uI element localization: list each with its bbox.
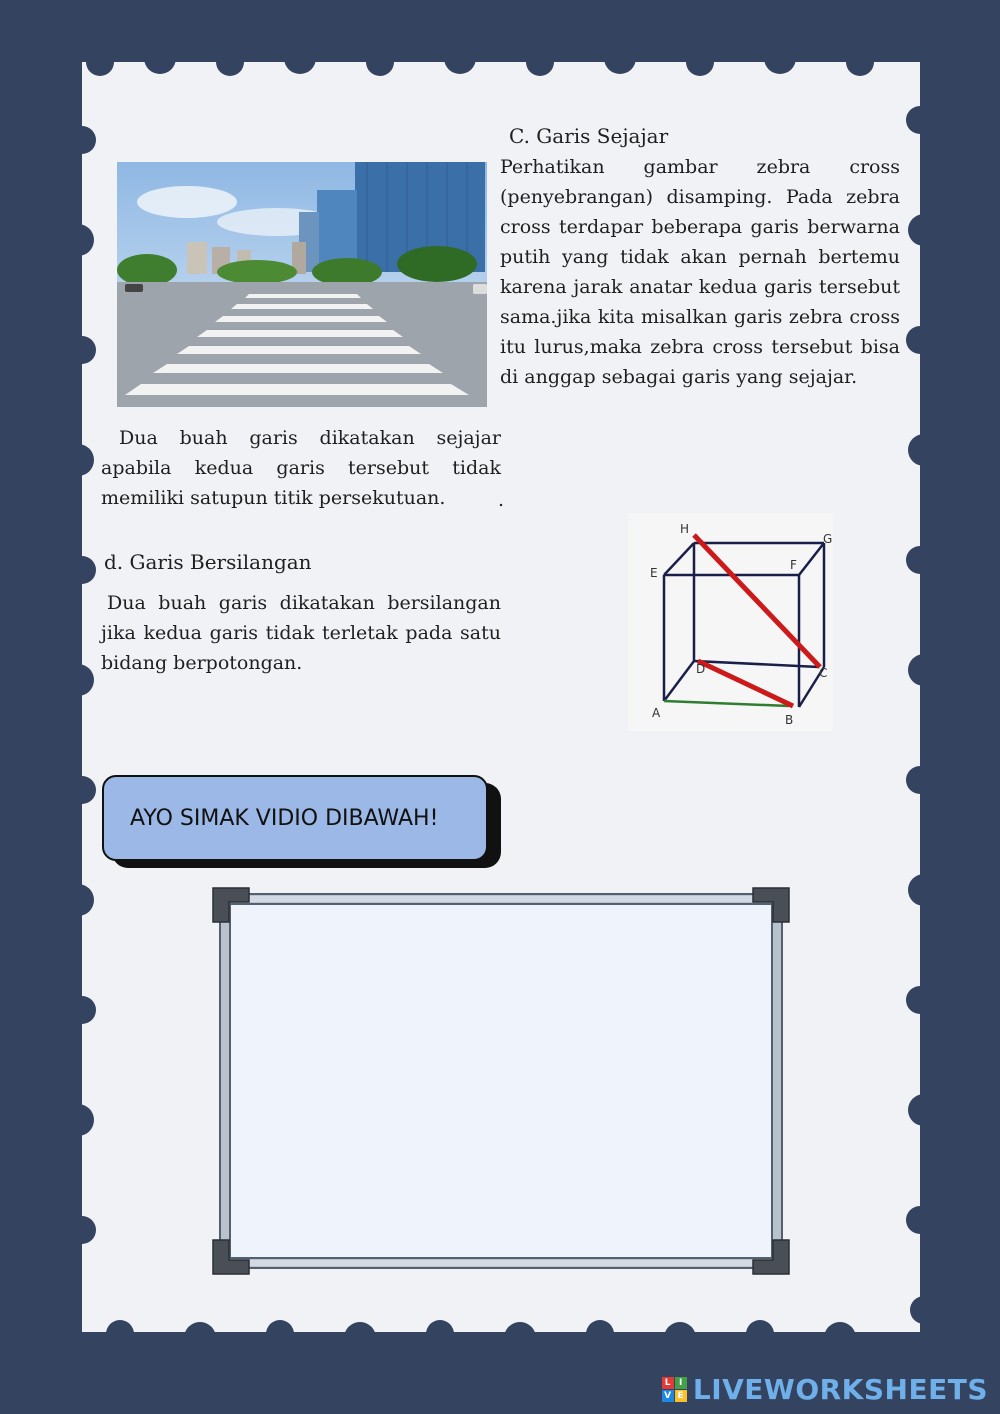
edge-fg — [799, 543, 824, 575]
liveworksheets-brand-name: LIVEWORKSHEETS — [692, 1373, 988, 1406]
cube-svg — [628, 513, 833, 731]
video-banner-label: AYO SIMAK VIDIO DIBAWAH! — [130, 805, 439, 831]
section-c-title: C. Garis Sejajar — [509, 124, 669, 148]
section-c-paragraph: Perhatikan gambar zebra cross (penyebrangan) disamping. Pada zebra cross terdapar beberapa garis berwarna putih yang tidak akan pernah bertemu karena jarak anatar kedua garis tersebut sama.jika kita misalkan garis zebra cross itu lurus,maka zebra cross tersebut bisa di anggap sebagai garis yang sejajar. — [500, 156, 900, 388]
line-hc-highlight — [694, 535, 820, 667]
zebra-cross-photo — [117, 162, 487, 407]
edge-ad — [664, 661, 694, 701]
cube-label-e: E — [650, 566, 658, 580]
parallel-definition: Dua buah garis dikatakan sejajar apabila kedua garis tersebut tidak memiliki satupun titik persekutuan. — [101, 427, 501, 509]
line-db-highlight — [698, 661, 793, 706]
video-whiteboard[interactable] — [210, 884, 792, 1278]
cube-label-b: B — [785, 713, 794, 727]
section-d-title: d. Garis Bersilangan — [104, 550, 312, 574]
cube-label-h: H — [680, 522, 690, 536]
trailing-dot: . — [498, 489, 505, 511]
cube-diagram — [628, 513, 833, 731]
crossing-definition: Dua buah garis dikatakan bersilangan jika kedua garis tidak terletak pada satu bidang berpotongan. — [101, 592, 501, 674]
cube-label-f: F — [790, 558, 797, 572]
edge-ab — [664, 701, 789, 706]
cube-label-c: C — [819, 666, 828, 680]
cube-label-d: D — [696, 662, 706, 676]
liveworksheets-brand — [662, 1373, 988, 1406]
video-banner — [102, 775, 488, 861]
cube-label-a: A — [652, 706, 661, 720]
edge-eh — [664, 543, 694, 575]
cube-label-g: G — [823, 532, 833, 546]
liveworksheets-logo-icon: L I V E — [662, 1377, 687, 1402]
